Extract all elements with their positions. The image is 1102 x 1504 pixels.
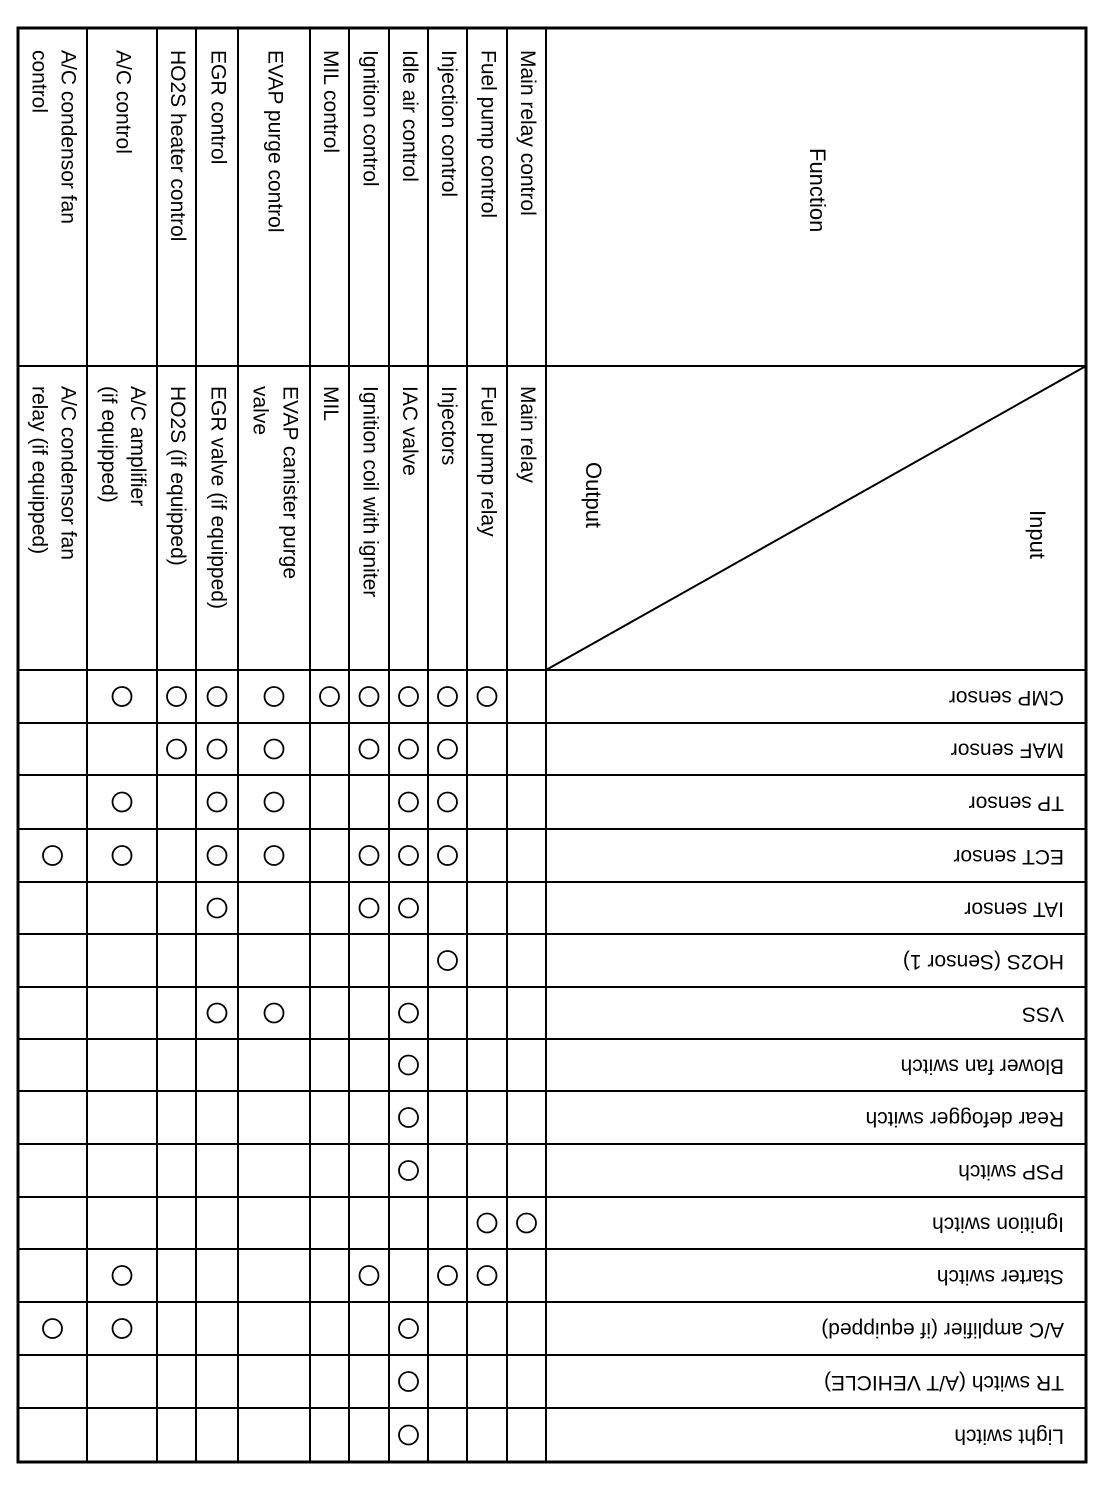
output-label: valve	[248, 386, 272, 436]
input-mark-circle	[438, 1266, 457, 1285]
input-mark-circle	[399, 740, 418, 759]
function-label: EVAP purge control	[263, 50, 287, 233]
input-label: Blower fan switch	[900, 1054, 1064, 1078]
input-mark-circle	[360, 740, 379, 759]
input-mark-circle	[265, 793, 284, 812]
input-mark-circle	[399, 1004, 418, 1023]
output-label: EVAP canister purge	[278, 386, 302, 579]
input-mark-circle	[208, 846, 227, 865]
input-mark-circle	[399, 1319, 418, 1338]
input-mark-circle	[517, 1214, 536, 1233]
function-header: Function	[805, 148, 831, 233]
input-mark-circle	[265, 1004, 284, 1023]
input-mark-circle	[208, 1004, 227, 1023]
input-mark-circle	[399, 1056, 418, 1075]
input-label: A/C amplifier (if equipped)	[821, 1317, 1064, 1341]
input-mark-circle	[208, 899, 227, 918]
input-mark-circle	[265, 740, 284, 759]
input-label: TP sensor	[968, 791, 1064, 815]
input-label: Starter switch	[936, 1264, 1064, 1288]
input-mark-circle	[399, 899, 418, 918]
output-label: A/C condensor fan	[56, 386, 80, 560]
input-mark-circle	[399, 1426, 418, 1445]
input-label: Rear defogger switch	[865, 1106, 1064, 1130]
input-mark-circle	[438, 846, 457, 865]
input-label: ECT sensor	[953, 844, 1064, 868]
input-mark-circle	[399, 1108, 418, 1127]
input-mark-circle	[208, 793, 227, 812]
input-mark-circle	[478, 1266, 497, 1285]
input-label: IAT sensor	[964, 897, 1064, 921]
input-mark-circle	[113, 1319, 132, 1338]
input-mark-circle	[265, 846, 284, 865]
output-label: IAC valve	[397, 386, 421, 476]
output-label: MIL	[318, 386, 342, 422]
input-label: CMP sensor	[948, 685, 1064, 709]
input-mark-circle	[399, 687, 418, 706]
input-label: VSS	[1021, 1002, 1064, 1026]
input-label: Ignition switch	[932, 1212, 1064, 1236]
input-mark-circle	[399, 1161, 418, 1180]
function-label: EGR control	[206, 50, 230, 165]
input-mark-circle	[360, 899, 379, 918]
input-mark-circle	[478, 1214, 497, 1233]
function-label: Injection control	[436, 50, 460, 198]
output-label: Injectors	[436, 386, 460, 466]
input-mark-circle	[113, 687, 132, 706]
function-label: A/C control	[111, 50, 135, 154]
input-mark-circle	[360, 846, 379, 865]
input-mark-circle	[360, 1266, 379, 1285]
input-mark-circle	[113, 793, 132, 812]
input-mark-circle	[360, 687, 379, 706]
input-mark-circle	[167, 740, 186, 759]
input-label: MAF sensor	[950, 738, 1064, 762]
table-border	[18, 28, 1086, 1462]
input-mark-circle	[438, 951, 457, 970]
function-label: HO2S heater control	[165, 50, 189, 242]
input-mark-circle	[438, 740, 457, 759]
input-mark-circle	[113, 846, 132, 865]
input-mark-circle	[167, 687, 186, 706]
output-label: relay (if equipped)	[27, 386, 51, 555]
table-grid	[18, 28, 1086, 1462]
function-label: Idle air control	[397, 50, 421, 182]
input-header: Input	[1025, 510, 1051, 559]
input-mark-circle	[438, 793, 457, 812]
input-mark-circle	[208, 687, 227, 706]
output-label: Ignition coil with igniter	[358, 386, 382, 598]
function-label: Fuel pump control	[476, 50, 500, 219]
input-mark-circle	[43, 846, 62, 865]
output-label: EGR valve (if equipped)	[206, 386, 230, 609]
input-mark-circle	[399, 793, 418, 812]
input-mark-circle	[265, 687, 284, 706]
input-mark-circle	[208, 740, 227, 759]
input-label: PSP switch	[958, 1159, 1064, 1183]
output-label: Main relay	[515, 386, 539, 483]
function-label: control	[27, 50, 51, 114]
function-label: Main relay control	[515, 50, 539, 216]
output-header: Output	[581, 462, 607, 529]
function-label: MIL control	[318, 50, 342, 154]
input-mark-circle	[399, 846, 418, 865]
input-mark-circle	[113, 1266, 132, 1285]
output-label: Fuel pump relay	[476, 386, 500, 537]
input-label: TR switch (A/T VEHICLE)	[824, 1370, 1064, 1394]
output-label: A/C amplifier	[126, 386, 150, 507]
input-mark-circle	[478, 687, 497, 706]
output-label: (if equipped)	[96, 386, 120, 503]
header-diagonal	[546, 366, 1086, 670]
input-label: HO2S (Sensor 1)	[902, 949, 1064, 973]
output-label: HO2S (if equipped)	[165, 386, 189, 566]
function-label: Ignition control	[358, 50, 382, 187]
input-mark-circle	[438, 687, 457, 706]
input-label: Light switch	[954, 1424, 1064, 1448]
input-mark-circle	[320, 687, 339, 706]
function-label: A/C condensor fan	[56, 50, 80, 224]
input-mark-circle	[43, 1319, 62, 1338]
input-mark-circle	[399, 1372, 418, 1391]
